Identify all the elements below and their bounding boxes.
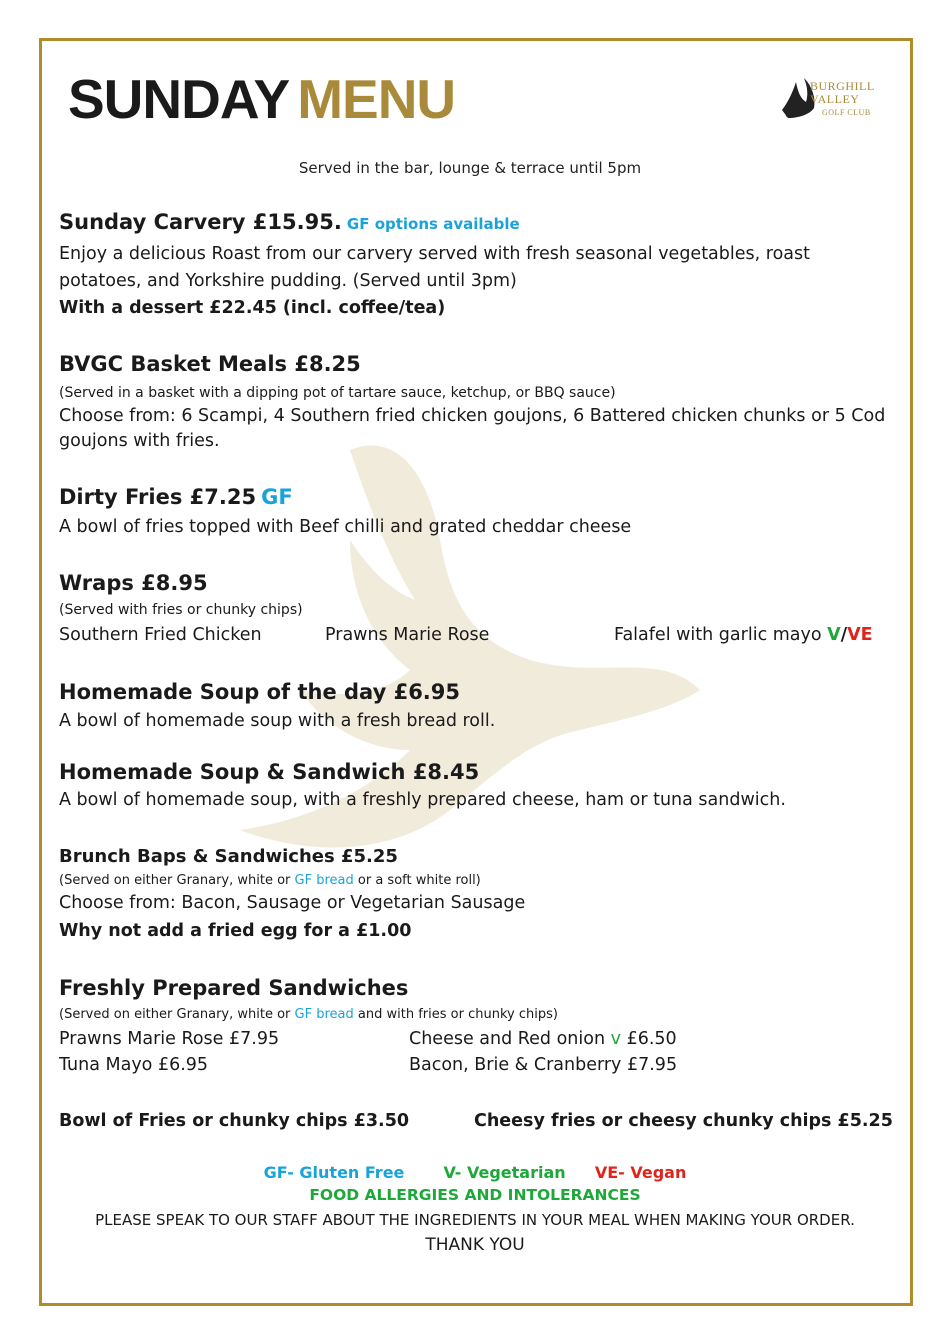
carvery-heading: Sunday Carvery £15.95. [59,210,342,234]
wrap-item-falafel: Falafel with garlic mayo [614,625,822,645]
legend-v: V- Vegetarian [443,1163,566,1182]
baps-note-gf: GF bread [294,873,354,888]
wraps-heading: Wraps £8.95 [59,571,208,595]
logo-line-2: VALLEY [810,92,860,106]
wrap-item-chicken: Southern Fried Chicken [59,625,262,645]
side-item-cheesy-fries: Cheesy fries or cheesy chunky chips £5.25 [474,1111,893,1131]
basket-desc-line-2: goujons with fries. [59,431,220,451]
club-logo-text [810,80,890,119]
fries-heading: Dirty Fries £7.25 [59,485,257,509]
dietary-legend [0,1163,940,1182]
sandwiches-note [59,1007,558,1022]
soup-heading: Homemade Soup of the day £6.95 [59,680,461,704]
soup-sandwich-heading: Homemade Soup & Sandwich £8.45 [59,760,480,784]
side-item-fries: Bowl of Fries or chunky chips £3.50 [59,1111,410,1131]
fries-gf-tag: GF [261,485,293,509]
carvery-gf-note: GF options available [346,215,520,233]
wrap-ve-tag: VE [847,625,873,645]
sandwiches-note-b: and with fries or chunky chips) [357,1007,558,1022]
fries-heading-row [59,485,293,509]
sandwich-item-cheese: Cheese and Red onion [409,1029,606,1049]
carvery-heading-row [59,210,520,234]
page-title [68,68,455,130]
carvery-desc-line-1: Enjoy a delicious Roast from our carvery served with fresh seasonal vegetables, roast [59,244,810,264]
logo-line-3: GOLF CLUB [822,108,871,117]
sandwich-item-cheese-price: £6.50 [626,1029,677,1049]
wrap-v-tag: V [827,625,841,645]
baps-note [59,873,481,888]
baps-note-a: (Served on either Granary, white or [59,873,291,888]
allergy-text: PLEASE SPEAK TO OUR STAFF ABOUT THE INGREDIENTS IN YOUR MEAL WHEN MAKING YOUR ORDER. [95,1211,855,1229]
baps-choose: Choose from: Bacon, Sausage or Vegetarian Sausage [59,893,526,913]
sandwiches-heading: Freshly Prepared Sandwiches [59,976,409,1000]
sandwich-item-bacon-brie: Bacon, Brie & Cranberry £7.95 [409,1055,678,1075]
basket-heading: BVGC Basket Meals £8.25 [59,352,361,376]
wraps-note: (Served with fries or chunky chips) [59,602,303,618]
allergy-heading: FOOD ALLERGIES AND INTOLERANCES [309,1186,641,1204]
baps-heading: Brunch Baps & Sandwiches £5.25 [59,846,398,867]
wrap-tag-slash: / [840,625,848,645]
sandwich-item-prawns: Prawns Marie Rose £7.95 [59,1029,280,1049]
fries-desc: A bowl of fries topped with Beef chilli and grated cheddar cheese [59,517,632,537]
sandwich-item-cheese-row [409,1029,677,1049]
logo-line-1: BURGHILL [810,79,875,93]
wrap-item-falafel-row [614,625,873,645]
basket-desc-line-1: Choose from: 6 Scampi, 4 Southern fried chicken goujons, 6 Battered chicken chunks or 5 Cod [59,406,886,426]
sandwiches-note-gf: GF bread [294,1007,354,1022]
carvery-desc-line-2: potatoes, and Yorkshire pudding. (Served until 3pm) [59,271,517,291]
baps-note-b: or a soft white roll) [357,873,481,888]
legend-gf: GF- Gluten Free [263,1163,405,1182]
service-hours: Served in the bar, lounge & terrace until 5pm [298,159,642,177]
sandwich-item-tuna: Tuna Mayo £6.95 [59,1055,209,1075]
sandwiches-note-a: (Served on either Granary, white or [59,1007,291,1022]
basket-note: (Served in a basket with a dipping pot of tartare sauce, ketchup, or BBQ sauce) [59,385,616,401]
sandwich-v-tag: v [610,1029,621,1049]
baps-egg: Why not add a fried egg for a £1.00 [59,921,412,941]
title-word-sunday: SUNDAY [68,68,290,130]
carvery-dessert: With a dessert £22.45 (incl. coffee/tea) [59,298,446,318]
title-word-menu: MENU [297,68,456,130]
thank-you: THANK YOU [425,1235,525,1255]
wrap-item-prawns: Prawns Marie Rose [325,625,490,645]
soup-desc: A bowl of homemade soup with a fresh bread roll. [59,711,496,731]
legend-ve: VE- Vegan [594,1163,687,1182]
soup-sandwich-desc: A bowl of homemade soup, with a freshly prepared cheese, ham or tuna sandwich. [59,790,786,810]
